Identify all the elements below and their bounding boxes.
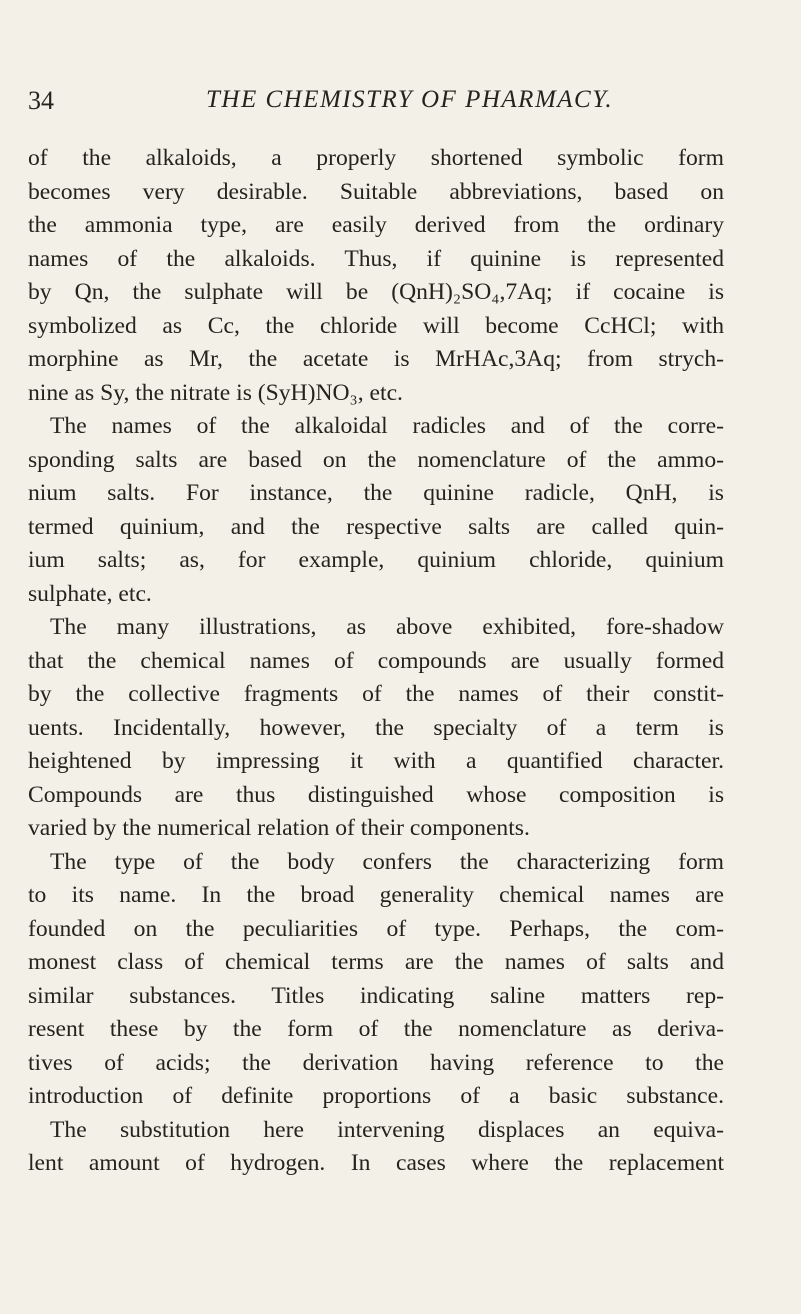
text-line: names of the alkaloids. Thus, if quinine is represented [28,245,724,272]
text-line: sulphate, etc. [28,580,152,607]
text-line: termed quinium, and the respective salts are called quin- [28,513,724,540]
text-line: Compounds are thus distinguished whose composition is [28,781,724,808]
body-text [28,142,724,1181]
text-line: The names of the alkaloidal radicles and of the corre- [50,413,724,439]
text-line: similar substances. Titles indicating saline matters rep- [28,982,724,1009]
text-line: sponding salts are based on the nomenclature of the ammo- [28,446,724,473]
text-line: resent these by the form of the nomenclature as deriva- [28,1016,724,1042]
text-line: monest class of chemical terms are the names of salts and [28,949,724,975]
text-line: becomes very desirable. Suitable abbreviations, based on [28,178,724,205]
text-line: tives of acids; the derivation having reference to the [28,1049,724,1076]
text-line: The many illustrations, as above exhibited, fore-shadow [50,614,724,640]
text-line: The substitution here intervening displaces an equiva- [50,1116,724,1143]
text-line: by the collective fragments of the names of their constit- [28,681,724,707]
text-line: uents. Incidentally, however, the specialty of a term is [28,714,724,741]
text-line: ium salts; as, for example, quinium chloride, quinium [28,547,724,573]
text-line: founded on the peculiarities of type. Perhaps, the com- [28,915,724,942]
text-line: symbolized as Cc, the chloride will become CcHCl; with [28,312,724,339]
text-line: lent amount of hydrogen. In cases where the replacement [28,1150,724,1176]
text-line: the ammonia type, are easily derived from the ordinary [28,212,724,238]
paragraph [28,410,724,611]
paragraph [28,846,724,1114]
text-line: nium salts. For instance, the quinine radicle, QnH, is [28,480,724,506]
text-line: heightened by impressing it with a quantified character. [28,748,724,774]
text-line: introduction of definite proportions of a basic substance. [28,1083,724,1109]
text-line: The type of the body confers the characterizing form [50,848,724,875]
text-line: nine as Sy, the nitrate is (SyH)NO₃, etc. [28,379,403,406]
text-line: by Qn, the sulphate will be (QnH)₂SO₄,7Aq; if cocaine is [28,279,724,305]
text-line: that the chemical names of compounds are usually formed [28,647,724,674]
text-line: to its name. In the broad generality chemical names are [28,882,724,908]
paragraph [28,1114,724,1181]
text-line: of the alkaloids, a properly shortened symbolic form [28,145,724,171]
paragraph [28,611,724,846]
text-line: varied by the numerical relation of their components. [28,815,530,841]
paragraph [28,142,724,410]
page-number: 34 [28,86,54,115]
text-line: morphine as Mr, the acetate is MrHAc,3Aq; from strych- [28,346,724,372]
running-head: THE CHEMISTRY OF PHARMACY. [206,86,614,113]
page-header [28,86,728,126]
